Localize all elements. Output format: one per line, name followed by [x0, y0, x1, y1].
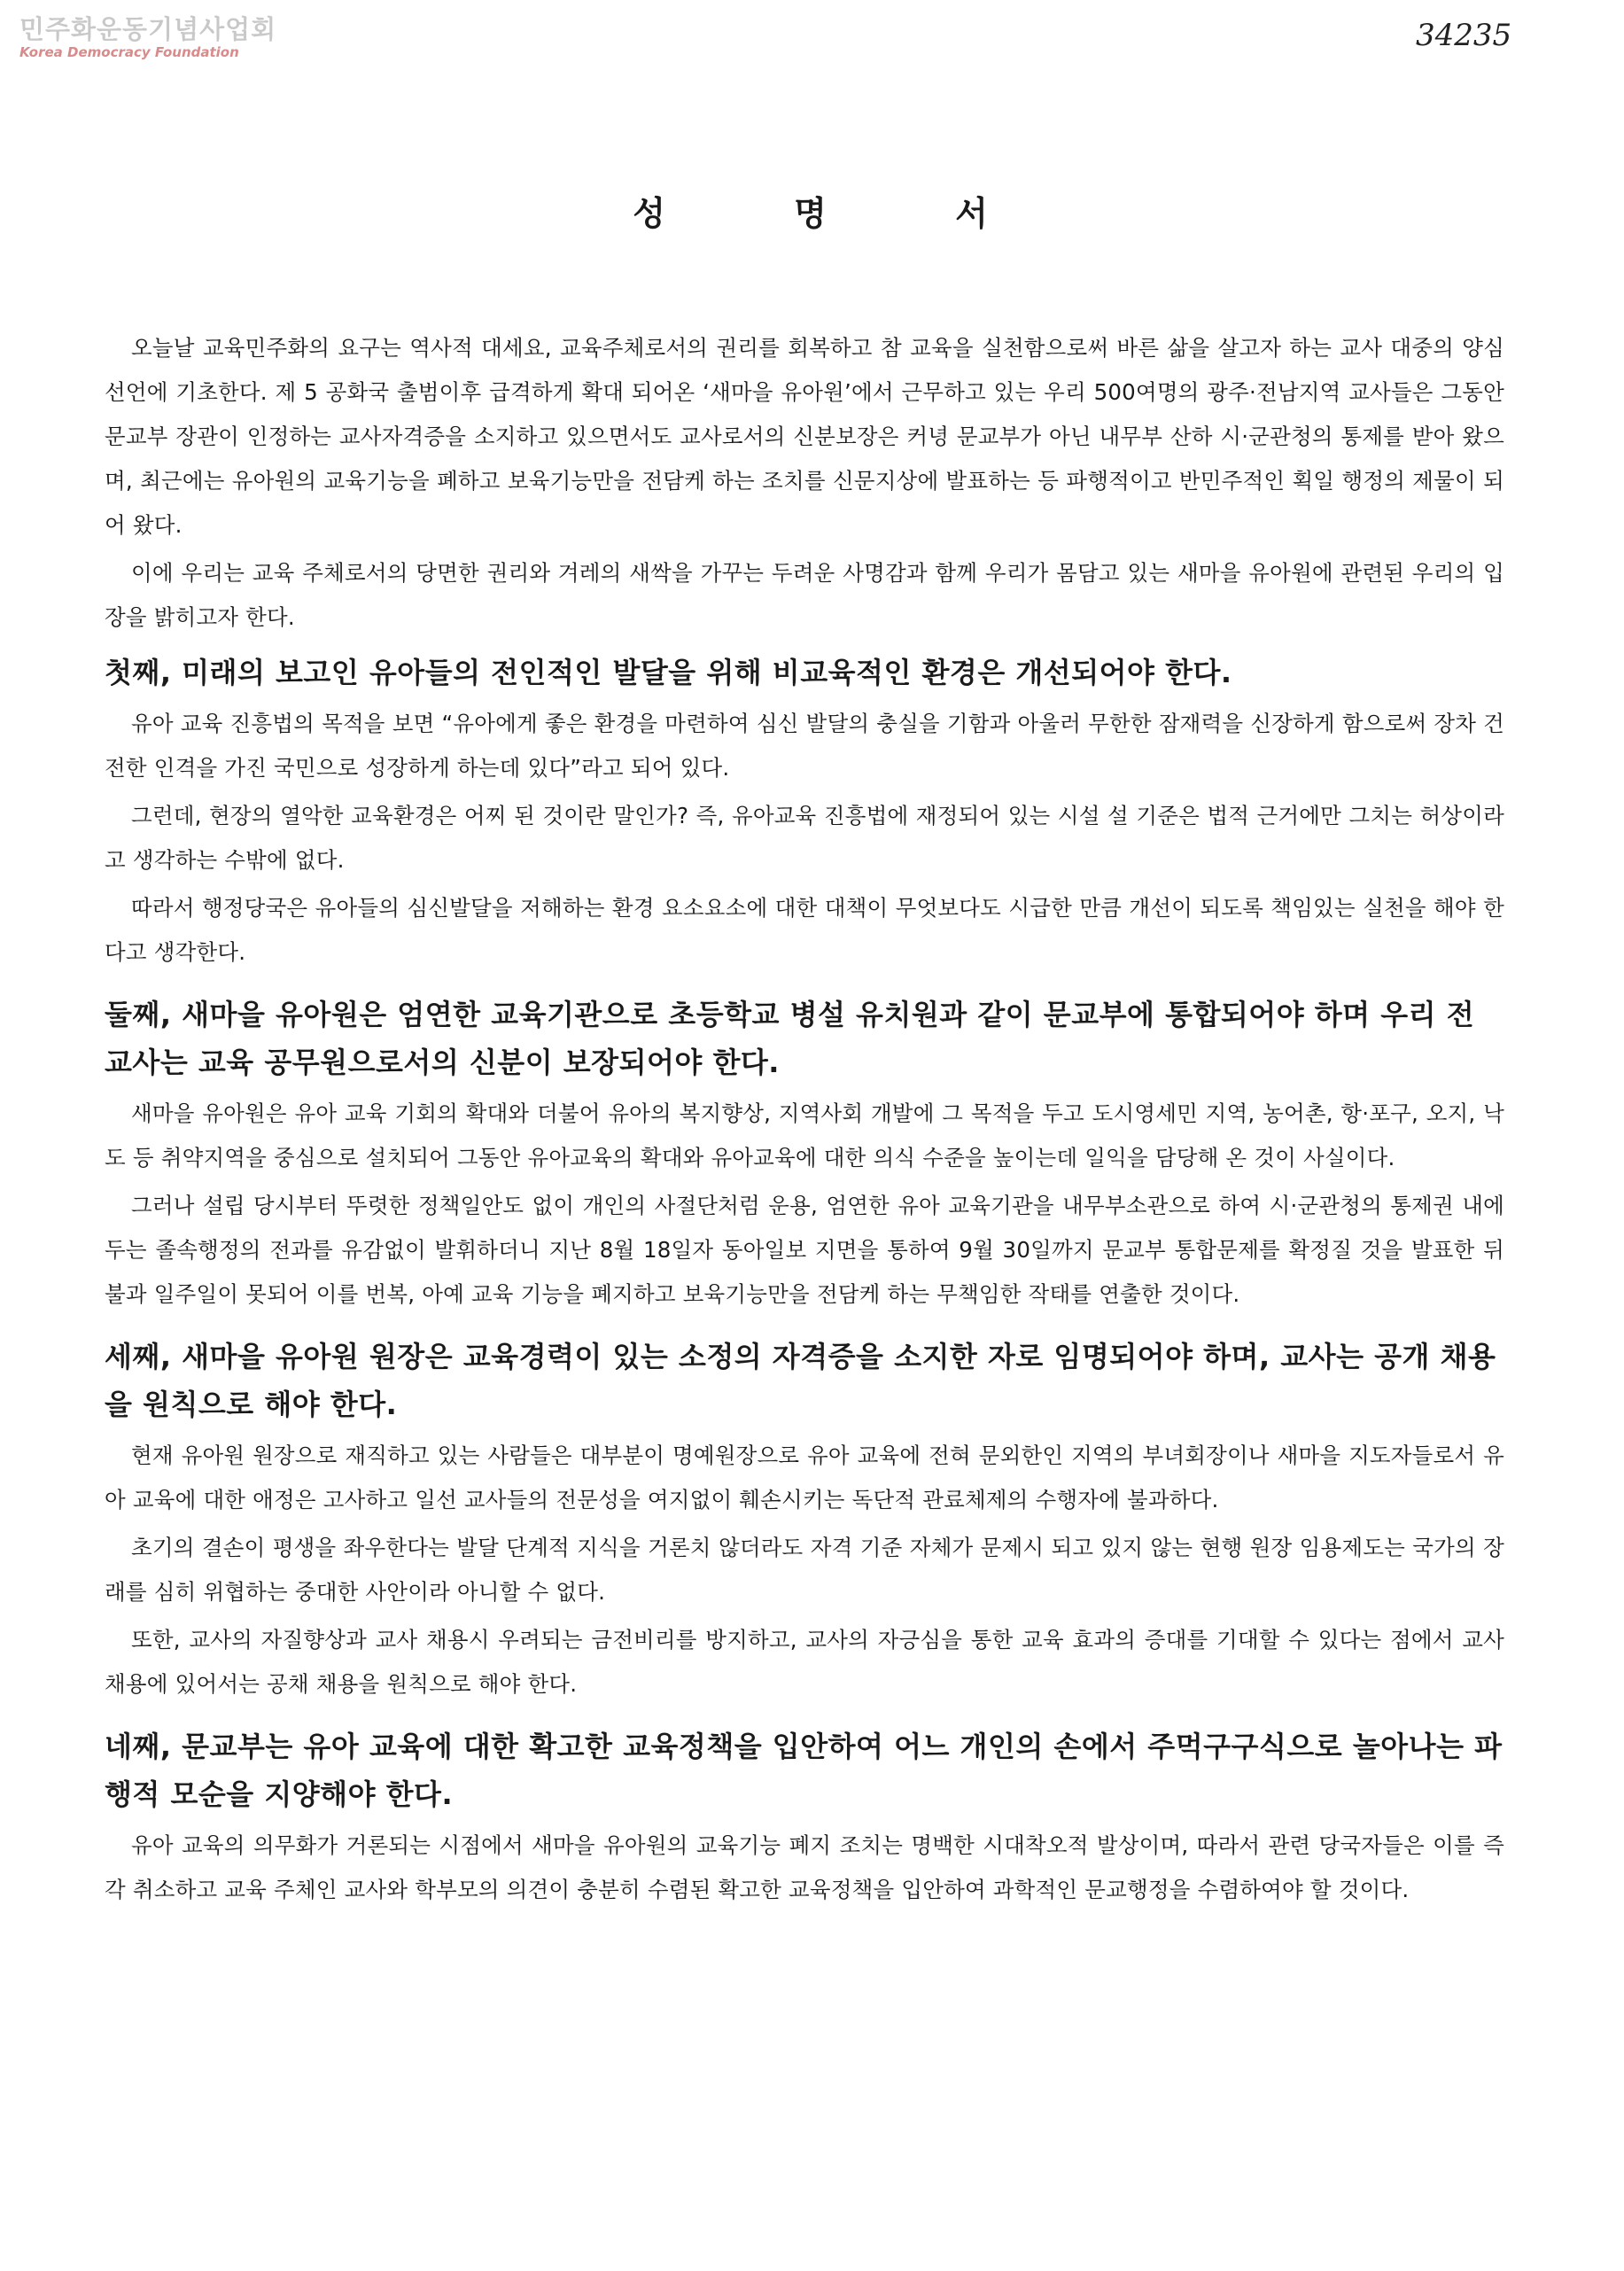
- watermark-logo: [19, 14, 285, 60]
- watermark-korean: 민주화운동기념사업회: [19, 14, 277, 44]
- title-char: 성: [633, 194, 669, 233]
- paragraph: 따라서 행정당국은 유아들의 심신발달을 저해하는 환경 요소요소에 대한 대책이 무엇보다도 시급한 만큼 개선이 되도록 책임있는 실천을 해야 한다고 생각한다.: [105, 895, 1504, 965]
- title-char: 서: [955, 194, 991, 233]
- paragraph: 그런데, 현장의 열악한 교육환경은 어찌 된 것이란 말인가? 즉, 유아교육 진흥법에 재정되어 있는 시설 설 기준은 법적 근거에만 그치는 허상이라고 생각하는 수밖에 없다.: [105, 803, 1504, 873]
- section-heading: 세째, 새마을 유아원 원장은 교육경력이 있는 소정의 자격증을 소지한 자로 임명되어야 하며, 교사는 공개 채용을 원칙으로 해야 한다.: [105, 1340, 1496, 1421]
- section-heading: 네째, 문교부는 유아 교육에 대한 확고한 교육정책을 입안하여 어느 개인의 손에서 주먹구구식으로 놀아나는 파행적 모순을 지양해야 한다.: [105, 1730, 1503, 1811]
- document-number: 34235: [1416, 18, 1512, 53]
- title-char: 명: [794, 194, 830, 233]
- paragraph: 이에 우리는 교육 주체로서의 당면한 권리와 겨레의 새싹을 가꾸는 두려운 사명감과 함께 우리가 몸담고 있는 새마을 유아원에 관련된 우리의 입장을 밝히고자 한다.: [105, 560, 1504, 630]
- watermark-english: Korea Democracy Foundation: [19, 44, 239, 60]
- paragraph: 유아 교육 진흥법의 목적을 보면 “유아에게 좋은 환경을 마련하여 심신 발달의 충실을 기함과 아울러 무한한 잠재력을 신장하게 함으로써 장차 건전한 인격을 가진 국민으로 성장하게 하는데 있다”라고 되어 있다.: [105, 711, 1504, 781]
- paragraph: 새마을 유아원은 유아 교육 기회의 확대와 더불어 유아의 복지향상, 지역사회 개발에 그 목적을 두고 도시영세민 지역, 농어촌, 항·포구, 오지, 낙도 등 취약지역을 중심으로 설치되어 그동안 유아교육의 확대와 유아교육에 대한 의식 수준을 높이는데 일익을 담당해 온 것이 사실이다.: [105, 1101, 1504, 1170]
- page-title: [0, 186, 1624, 235]
- paragraph: 또한, 교사의 자질향상과 교사 채용시 우려되는 금전비리를 방지하고, 교사의 자긍심을 통한 교육 효과의 증대를 기대할 수 있다는 점에서 교사 채용에 있어서는 공채 채용을 원칙으로 해야 한다.: [105, 1627, 1504, 1697]
- paragraph: 초기의 결손이 평생을 좌우한다는 발달 단계적 지식을 거론치 않더라도 자격 기준 자체가 문제시 되고 있지 않는 현행 원장 임용제도는 국가의 장래를 심히 위협하는 중대한 사안이라 아니할 수 없다.: [105, 1535, 1504, 1605]
- paragraph: 그러나 설립 당시부터 뚜렷한 정책일안도 없이 개인의 사절단처럼 운용, 엄연한 유아 교육기관을 내무부소관으로 하여 시·군관청의 통제권 내에 두는 졸속행정의 전과를 유감없이 발휘하더니 지난 8월 18일자 동아일보 지면을 통하여 9월 30일까지 문교부 통합문제를 확정질 것을 발표한 뒤 불과 일주일이 못되어 이를 번복, 아예 교육 기능을 폐지하고 보육기능만을 전담케 하는 무책임한 작태를 연출한 것이다.: [105, 1193, 1504, 1307]
- section-heading: 첫째, 미래의 보고인 유아들의 전인적인 발달을 위해 비교육적인 환경은 개선되어야 한다.: [105, 656, 1232, 689]
- paragraph: 현재 유아원 원장으로 재직하고 있는 사람들은 대부분이 명예원장으로 유아 교육에 전혀 문외한인 지역의 부녀회장이나 새마을 지도자들로서 유아 교육에 대한 애정은 고사하고 일선 교사들의 전문성을 여지없이 훼손시키는 독단적 관료체제의 수행자에 불과하다.: [105, 1443, 1504, 1513]
- section-heading: 둘째, 새마을 유아원은 엄연한 교육기관으로 초등학교 병설 유치원과 같이 문교부에 통합되어야 하며 우리 전 교사는 교육 공무원으로서의 신분이 보장되어야 한다.: [105, 998, 1475, 1079]
- paragraph: 오늘날 교육민주화의 요구는 역사적 대세요, 교육주체로서의 권리를 회복하고 참 교육을 실천함으로써 바른 삶을 살고자 하는 교사 대중의 양심 선언에 기초한다. 제 5 공화국 출범이후 급격하게 확대 되어온 ‘새마을 유아원’에서 근무하고 있는 우리 500여명의 광주·전남지역 교사들은 그동안 문교부 장관이 인정하는 교사자격증을 소지하고 있으면서도 교사로서의 신분보장은 커녕 문교부가 아닌 내무부 산하 시·군관청의 통제를 받아 왔으며, 최근에는 유아원의 교육기능을 폐하고 보육기능만을 전담케 하는 조치를 신문지상에 발표하는 등 파행적이고 반민주적인 획일 행정의 제물이 되어 왔다.: [105, 335, 1504, 538]
- paragraph: 유아 교육의 의무화가 거론되는 시점에서 새마을 유아원의 교육기능 폐지 조치는 명백한 시대착오적 발상이며, 따라서 관련 당국자들은 이를 즉각 취소하고 교육 주체인 교사와 학부모의 의견이 충분히 수렴된 확고한 교육정책을 입안하여 과학적인 문교행정을 수렴하여야 할 것이다.: [105, 1832, 1504, 1902]
- statement-body: [105, 326, 1504, 1916]
